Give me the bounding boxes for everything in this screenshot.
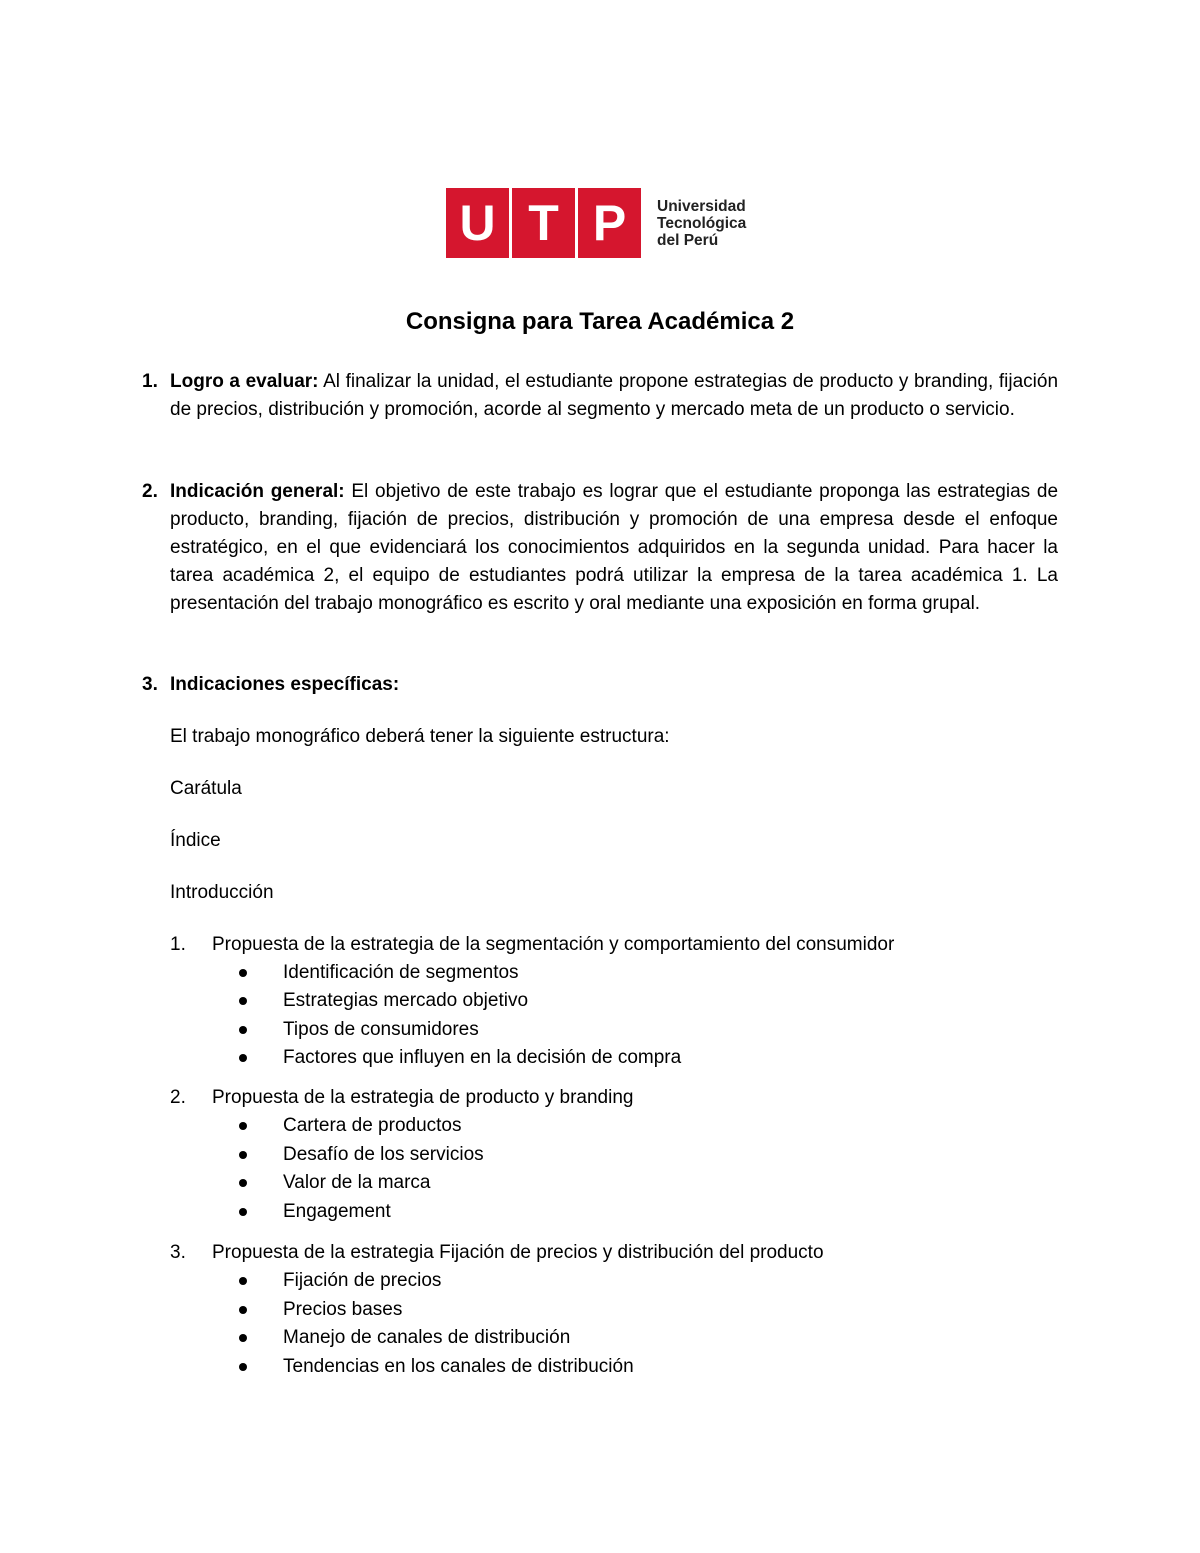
bullet-item — [239, 987, 528, 1015]
bullet-icon — [239, 997, 247, 1005]
bullet-item — [239, 1296, 402, 1324]
bullet-icon — [239, 1334, 247, 1342]
logo-letter-u: U — [446, 188, 509, 258]
bullet-text: Engagement — [283, 1201, 391, 1222]
list-item — [170, 1084, 633, 1112]
bullet-item — [239, 1141, 484, 1169]
section-logro — [142, 368, 1058, 424]
bullet-text: Estrategias mercado objetivo — [283, 990, 529, 1011]
bullet-icon — [239, 969, 247, 977]
front-matter-introduccion: Introducción — [170, 882, 274, 903]
structure-intro: El trabajo monográfico deberá tener la siguiente estructura: — [170, 726, 670, 747]
item-title: Propuesta de la estrategia Fijación de precios y distribución del producto — [212, 1242, 824, 1263]
item-number: 1. — [170, 934, 186, 955]
section-label: Indicaciones específicas: — [170, 674, 400, 695]
bullet-icon — [239, 1054, 247, 1062]
bullet-item — [239, 1267, 441, 1295]
bullet-item — [239, 959, 519, 987]
logo-name-line: del Perú — [657, 231, 719, 249]
section-number: 2. — [142, 481, 158, 502]
utp-logo — [446, 188, 746, 258]
bullet-item — [239, 1198, 391, 1226]
bullet-icon — [239, 1026, 247, 1034]
item-title: Propuesta de la estrategia de la segmentación y comportamiento del consumidor — [212, 934, 895, 955]
bullet-icon — [239, 1363, 247, 1371]
front-matter-indice: Índice — [170, 830, 221, 851]
bullet-item — [239, 1112, 462, 1140]
bullet-text: Tipos de consumidores — [283, 1019, 479, 1040]
document-title: Consigna para Tarea Académica 2 — [405, 308, 795, 335]
logo-mark — [446, 188, 641, 258]
section-number: 3. — [142, 674, 158, 695]
item-number: 3. — [170, 1242, 186, 1263]
bullet-icon — [239, 1208, 247, 1216]
bullet-text: Cartera de productos — [283, 1115, 462, 1136]
bullet-item — [239, 1353, 634, 1381]
logo-name-line: Universidad — [657, 197, 746, 215]
bullet-text: Tendencias en los canales de distribución — [283, 1356, 634, 1377]
front-matter-caratula: Carátula — [170, 778, 242, 799]
section-label: Indicación general: — [170, 481, 345, 502]
bullet-item — [239, 1016, 479, 1044]
section-label: Logro a evaluar: — [170, 371, 319, 392]
list-item — [170, 1239, 824, 1267]
bullet-icon — [239, 1151, 247, 1159]
bullet-icon — [239, 1277, 247, 1285]
list-item — [170, 931, 894, 959]
logo-letter-t: T — [512, 188, 575, 258]
bullet-text: Manejo de canales de distribución — [283, 1327, 571, 1348]
bullet-icon — [239, 1122, 247, 1130]
bullet-text: Desafío de los servicios — [283, 1144, 484, 1165]
logo-university-name — [657, 198, 746, 249]
section-indicaciones-especificas — [142, 671, 1058, 699]
bullet-icon — [239, 1306, 247, 1314]
section-text: El objetivo de este trabajo es lograr que el estudiante proponga las estrategias de producto, branding, fijación de precios, distribución y promoción de una empresa desde el enfoque estratégico, en el que evidenciará los conocimientos adquiridos en la segunda unidad. Para hacer la tarea académica 2, el equipo de estudiantes podrá utilizar la empresa de la tarea académica 1. La presentación del trabajo monográfico es escrito y oral mediante una exposición en forma grupal. — [170, 481, 1059, 614]
section-text: Al finalizar la unidad, el estudiante propone estrategias de producto y branding, fijación de precios, distribución y promoción, acorde al segmento y mercado meta de un producto o servicio. — [170, 371, 1059, 420]
bullet-text: Factores que influyen en la decisión de compra — [283, 1047, 682, 1068]
bullet-item — [239, 1324, 570, 1352]
logo-letter-p: P — [578, 188, 641, 258]
logo-name-line: Tecnológica — [657, 214, 747, 232]
item-title: Propuesta de la estrategia de producto y branding — [212, 1087, 634, 1108]
item-number: 2. — [170, 1087, 186, 1108]
section-number: 1. — [142, 371, 158, 392]
bullet-text: Valor de la marca — [283, 1172, 431, 1193]
bullet-text: Fijación de precios — [283, 1270, 442, 1291]
section-indicacion-general — [142, 478, 1058, 618]
bullet-text: Identificación de segmentos — [283, 962, 519, 983]
bullet-item — [239, 1044, 681, 1072]
bullet-icon — [239, 1179, 247, 1187]
bullet-text: Precios bases — [283, 1299, 403, 1320]
bullet-item — [239, 1169, 431, 1197]
